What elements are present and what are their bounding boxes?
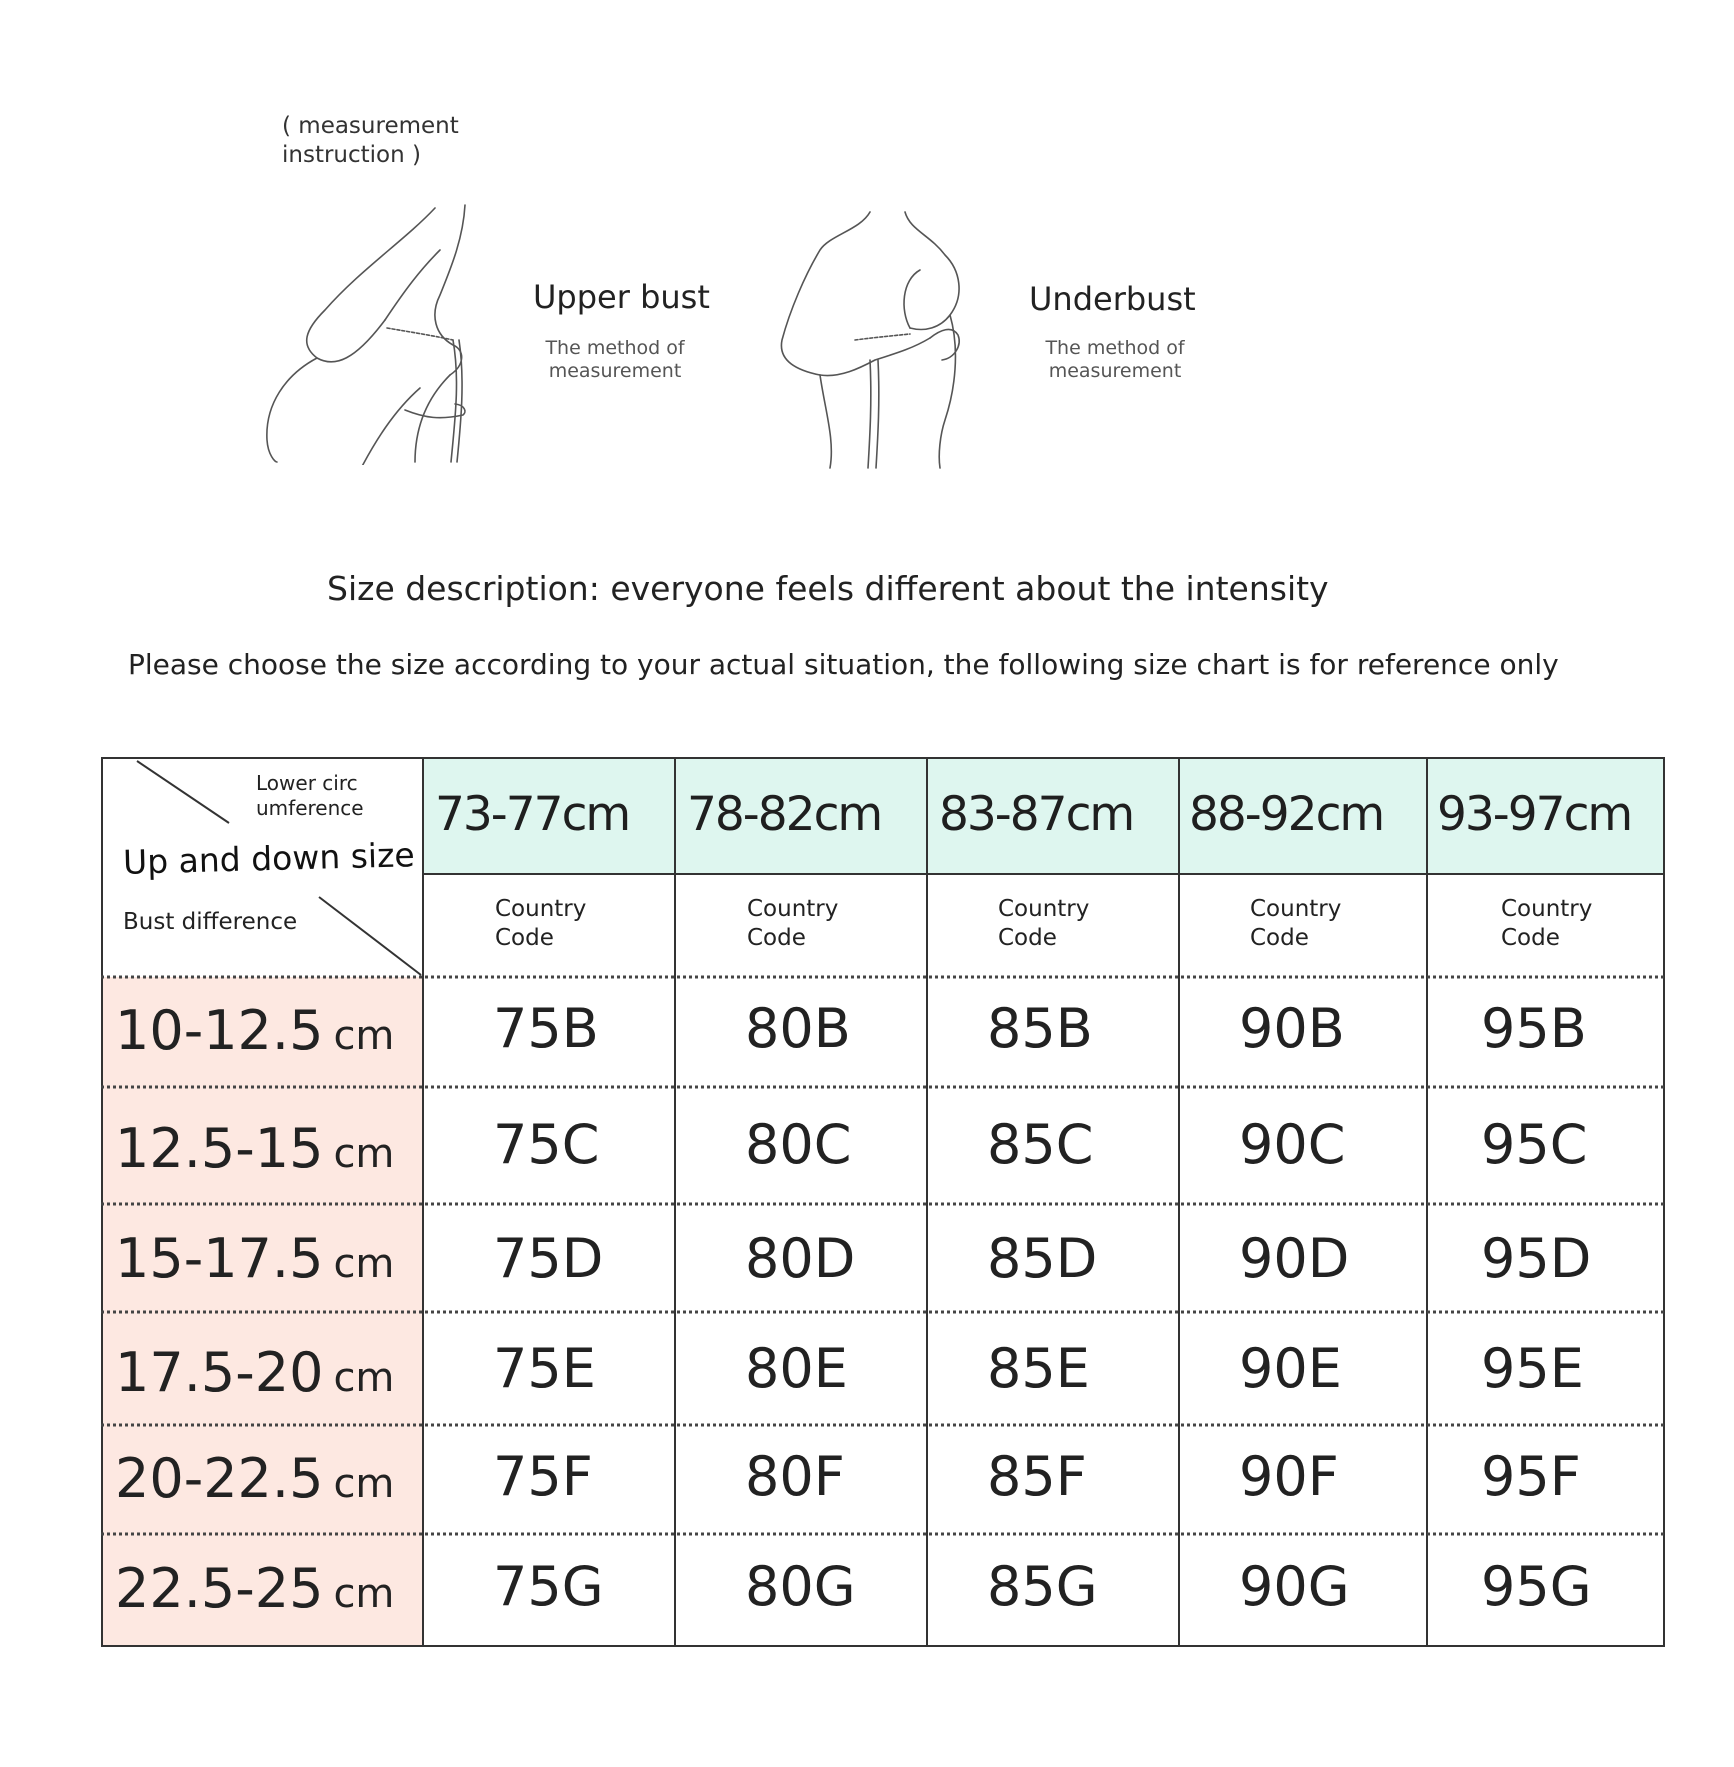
row-label-unit: cm	[333, 1241, 395, 1287]
upper-bust-illustration	[255, 200, 495, 465]
row-label-value: 20-22.5	[115, 1447, 324, 1510]
country-code-label: Country Code	[495, 896, 587, 951]
header-range: 93-97cm	[1437, 787, 1632, 842]
size-cell: 75B	[493, 997, 599, 1060]
underbust-method: The method of measurement	[1045, 337, 1185, 382]
row-label-unit: cm	[333, 1571, 395, 1617]
upper-bust-figure	[255, 200, 495, 465]
underbust-figure	[760, 210, 1000, 470]
size-cell: 90D	[1239, 1227, 1350, 1290]
size-notice: Please choose the size according to your actual situation, the following size chart is for reference only	[128, 648, 1559, 681]
corner-bust-difference: Bust difference	[123, 909, 298, 935]
size-cell: 80F	[745, 1445, 845, 1508]
size-cell: 75D	[493, 1227, 604, 1290]
size-chart-grid	[101, 757, 1665, 1647]
row-label-value: 15-17.5	[115, 1227, 324, 1290]
size-cell: 75G	[493, 1555, 604, 1618]
row-label-value: 22.5-25	[115, 1557, 324, 1620]
size-cell: 80E	[745, 1337, 848, 1400]
country-code-label: Country Code	[998, 896, 1090, 951]
row-label	[115, 999, 394, 1062]
upper-bust-method: The method of measurement	[545, 337, 685, 382]
size-cell: 75F	[493, 1445, 593, 1508]
country-code-label: Country Code	[747, 896, 839, 951]
size-cell: 90C	[1239, 1113, 1346, 1176]
row-label-unit: cm	[333, 1461, 395, 1507]
underbust-title: Underbust	[1029, 280, 1196, 318]
size-cell: 85C	[987, 1113, 1094, 1176]
size-cell: 90B	[1239, 997, 1345, 1060]
row-label-value: 17.5-20	[115, 1341, 324, 1404]
upper-bust-title: Upper bust	[533, 278, 710, 316]
measurement-instruction-note: ( measurement instruction )	[282, 113, 459, 168]
header-range: 88-92cm	[1189, 787, 1384, 842]
row-label	[115, 1227, 394, 1290]
corner-up-and-down-size: Up and down size	[118, 833, 419, 884]
size-cell: 95E	[1481, 1337, 1584, 1400]
size-description: Size description: everyone feels different about the intensity	[327, 569, 1329, 608]
size-cell: 90G	[1239, 1555, 1350, 1618]
size-cell: 85F	[987, 1445, 1087, 1508]
size-cell: 80G	[745, 1555, 856, 1618]
size-chart	[101, 757, 1665, 1647]
corner-lower-circumference: Lower circ umference	[256, 771, 364, 820]
size-cell: 85E	[987, 1337, 1090, 1400]
row-label	[115, 1447, 394, 1510]
row-label-unit: cm	[333, 1013, 395, 1059]
country-code-label: Country Code	[1250, 896, 1342, 951]
size-cell: 80C	[745, 1113, 852, 1176]
size-cell: 80D	[745, 1227, 856, 1290]
size-cell: 90E	[1239, 1337, 1342, 1400]
underbust-illustration	[760, 210, 1000, 470]
size-cell: 80B	[745, 997, 851, 1060]
row-label-value: 10-12.5	[115, 999, 324, 1062]
row-label-unit: cm	[333, 1131, 395, 1177]
size-cell: 90F	[1239, 1445, 1339, 1508]
size-cell: 95F	[1481, 1445, 1581, 1508]
row-label	[115, 1557, 394, 1620]
size-cell: 95B	[1481, 997, 1587, 1060]
row-label-unit: cm	[333, 1355, 395, 1401]
row-label	[115, 1341, 394, 1404]
size-cell: 85D	[987, 1227, 1098, 1290]
size-cell: 75E	[493, 1337, 596, 1400]
size-cell: 85G	[987, 1555, 1098, 1618]
size-cell: 95D	[1481, 1227, 1592, 1290]
row-label	[115, 1117, 394, 1180]
size-cell: 75C	[493, 1113, 600, 1176]
header-range: 73-77cm	[435, 787, 630, 842]
header-range: 83-87cm	[939, 787, 1134, 842]
country-code-label: Country Code	[1501, 896, 1593, 951]
size-cell: 85B	[987, 997, 1093, 1060]
row-label-value: 12.5-15	[115, 1117, 324, 1180]
size-cell: 95C	[1481, 1113, 1588, 1176]
header-range: 78-82cm	[687, 787, 882, 842]
size-cell: 95G	[1481, 1555, 1592, 1618]
